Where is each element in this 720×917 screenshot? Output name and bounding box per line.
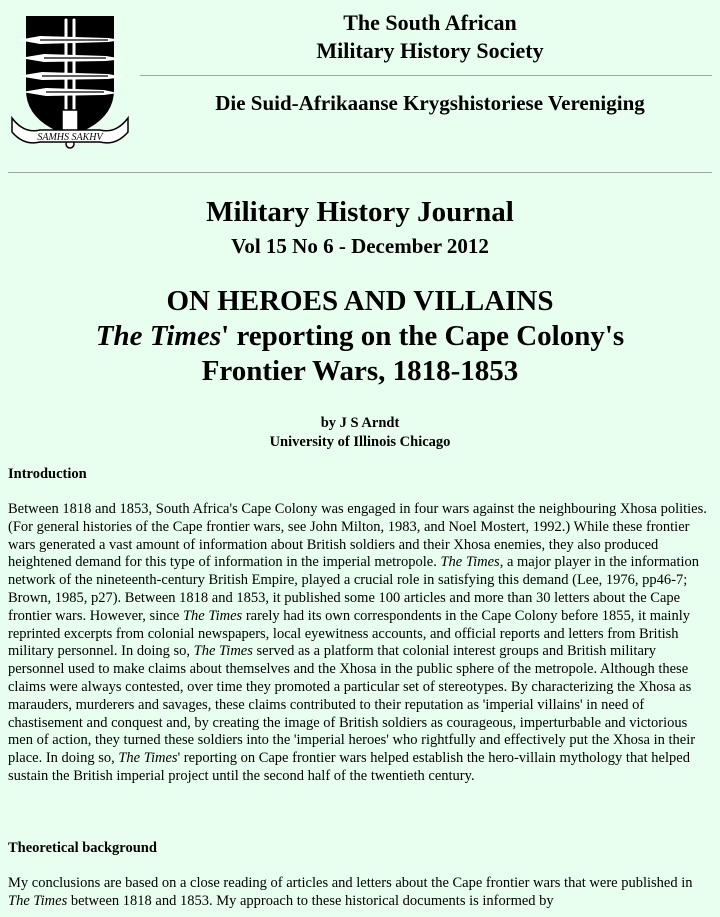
article-title (0, 284, 720, 389)
article-title-italic: The Times (95, 320, 222, 352)
society-name (140, 9, 720, 65)
author: by J S Arndt (320, 415, 400, 431)
society-name-line1: The South African (343, 10, 517, 35)
article-title-line3: Frontier Wars, 1818-1853 (201, 355, 519, 387)
article-title-line2 (0, 319, 720, 354)
theory-paragraph: My conclusions are based on a close reading of articles and letters about the Cape frontier wars that were published in The Times between 1818 and 1853. My approach to these historical documents is informed by (8, 875, 693, 909)
section-heading-theoretical-background: Theoretical background (8, 840, 157, 856)
header-bottom-divider (8, 172, 712, 173)
affiliation: University of Illinois Chicago (269, 433, 451, 450)
journal-issue: Vol 15 No 6 - December 2012 (231, 234, 489, 258)
logo-motto: SAMHS SAKHV (37, 132, 103, 143)
article-title-line1: ON HEROES AND VILLAINS (166, 285, 554, 317)
journal-title: Military History Journal (206, 196, 514, 228)
society-name-line2: Military History Society (316, 38, 544, 63)
article-title-line2-rest: ' reporting on the Cape Colony's (221, 320, 625, 352)
site-header (0, 0, 720, 176)
society-name-afrikaans: Die Suid-Afrikaanse Krygshistoriese Vereniging (215, 91, 645, 115)
byline (0, 414, 720, 451)
header-divider (140, 75, 712, 76)
society-crest-logo (10, 14, 130, 150)
section-heading-introduction: Introduction (8, 466, 87, 482)
intro-paragraph: Between 1818 and 1853, South Africa's Cape Colony was engaged in four wars against the neighbouring Xhosa polities. (For general histories of the Cape frontier wars, see John Milton, 1983, and Noel Mostert, 1992.) While these frontier wars generated a vast amount of information about British soldiers and their Xhosa enemies, they also produced heightened demand for this type of information in the imperial metropole. The Times, a major player in the information network of the nineteenth-century British Empire, played a crucial role in satisfying this demand (Lee, 1976, pp46-7; Brown, 1985, p27). Between 1818 and 1853, it published some 100 articles and more than 30 letters about the Cape frontier wars. However, since The Times rarely had its own correspondents in the Cape Colony before 1855, it mainly reprinted excerpts from colonial newspapers, local eyewitness accounts, and official reports and letters from British military personnel. In doing so, The Times served as a platform that colonial interest groups and British military personnel used to make claims about themselves and the Xhosa in the public sphere of the metropole. Although these claims were always contested, over time they promoted a particular set of stereotypes. By characterizing the Xhosa as marauders, murderers and savages, these claims contributed to their reputation as 'imperial villains' in need of chastisement and conquest and, by creating the image of British soldiers as courageous, imperturbable and victorious men of action, they turned these soldiers into the 'imperial heroes' who rightfully and effectively put the Xhosa in their place. In doing so, The Times' reporting on Cape frontier wars helped establish the hero-villain mythology that helped sustain the British imperial project until the second half of the twentieth century. (8, 501, 707, 784)
